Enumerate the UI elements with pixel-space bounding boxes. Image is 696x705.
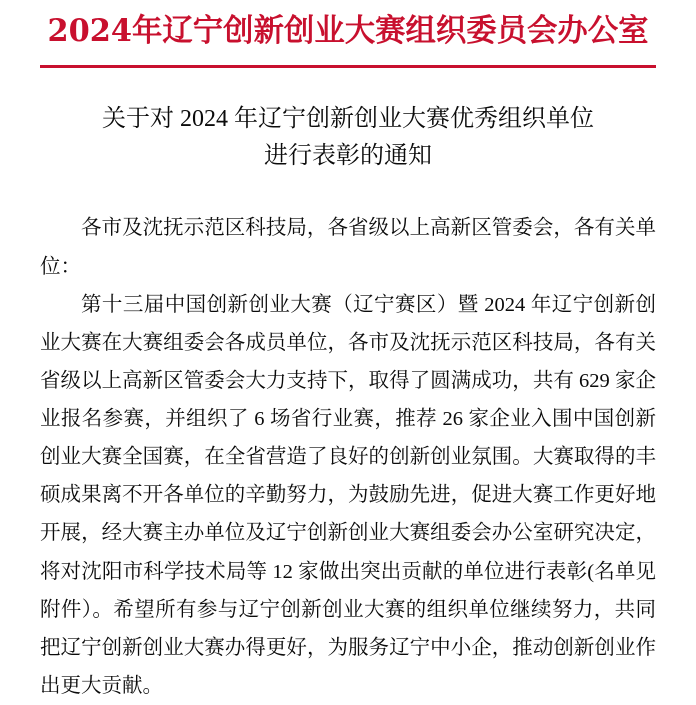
body-paragraph: 第十三届中国创新创业大赛（辽宁赛区）暨 2024 年辽宁创新创业大赛在大赛组委会各成员单位，各市及沈抚示范区科技局，各有关省级以上高新区管委会大力支持下，取得了圆满成功，共有 629 家企业报名参赛，并组织了 6 场省行业赛，推荐 26 家企业入围中国创新创业大赛全国赛，在全省营造了良好的创新创业氛围。大赛取得的丰硕成果离不开各单位的辛勤努力，为鼓励先进，促进大赛工作更好地开展，经大赛主办单位及辽宁创新创业大赛组委会办公室研究决定，将对沈阳市科学技术局等 12 家做出突出贡献的单位进行表彰(名单见附件）。希望所有参与辽宁创新创业大赛的组织单位继续努力，共同把辽宁创新创业大赛办得更好，为服务辽宁中小企，推动创新创业作出更大贡献。 xyxy=(40,293,656,697)
page-title xyxy=(40,101,656,175)
document-body xyxy=(40,209,656,705)
salutation: 各市及沈抚示范区科技局，各省级以上高新区管委会，各有关单位： xyxy=(40,217,656,278)
letterhead-title: 2024年辽宁创新创业大赛组织委员会办公室 xyxy=(47,13,649,49)
page-title-line-2: 进行表彰的通知 xyxy=(264,143,432,170)
page-title-line-1: 关于对 2024 年辽宁创新创业大赛优秀组织单位 xyxy=(102,106,594,133)
letterhead-divider xyxy=(40,65,656,68)
